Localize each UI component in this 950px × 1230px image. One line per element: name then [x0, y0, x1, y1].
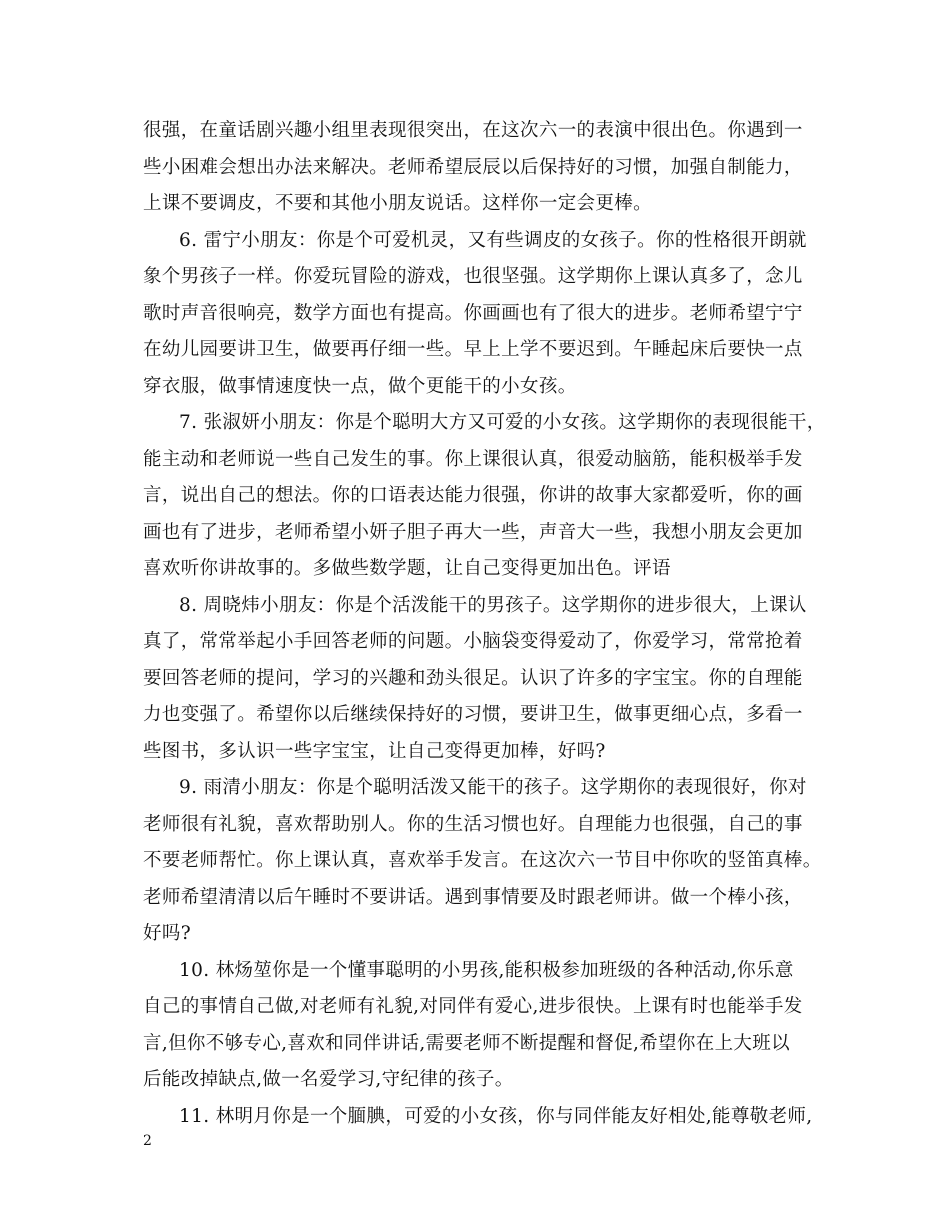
text-line: 力也变强了。希望你以后继续保持好的习惯，要讲卫生，做事更细心点，多看一 [143, 704, 803, 725]
document-body [143, 113, 826, 1135]
text-line: 真了，常常举起小手回答老师的问题。小脑袋变得爱动了，你爱学习，常常抢着 [143, 631, 803, 652]
text-line: 画也有了进步，老师希望小妍子胆子再大一些，声音大一些，我想小朋友会更加 [143, 521, 803, 543]
text-line: 自己的事情自己做,对老师有礼貌,对同伴有爱心,进步很快。上课有时也能举手发 [143, 996, 803, 1017]
text-line: 象个男孩子一样。你爱玩冒险的游戏，也很坚强。这学期你上课认真多了，念儿 [143, 266, 803, 287]
text-line: 6. 雷宁小朋友：你是个可爱机灵，又有些调皮的女孩子。你的性格很开朗就 [179, 229, 807, 251]
text-line: 9. 雨清小朋友：你是个聪明活泼又能干的孩子。这学期你的表现很好，你对 [179, 777, 807, 798]
text-line: 在幼儿园要讲卫生，做要再仔细一些。早上上学不要迟到。午睡起床后要快一点 [143, 339, 803, 360]
text-line: 不要老师帮忙。你上课认真，喜欢举手发言。在这次六一节目中你吹的竖笛真棒。 [143, 850, 822, 871]
text-line: 11. 林明月你是一个腼腆，可爱的小女孩，你与同伴能友好相处,能尊敬老师, [179, 1105, 813, 1127]
text-line: 穿衣服，做事情速度快一点，做个更能干的小女孩。 [143, 375, 577, 397]
text-line: 喜欢听你讲故事的。多做些数学题，让自己变得更加出色。评语 [143, 558, 671, 579]
text-line: 老师很有礼貌，喜欢帮助别人。你的生活习惯也好。自理能力也很强，自己的事 [143, 813, 803, 835]
text-line: 后能改掉缺点,做一名爱学习,守纪律的孩子。 [143, 1069, 514, 1090]
text-line: 8. 周晓炜小朋友：你是个活泼能干的男孩子。这学期你的进步很大，上课认 [179, 594, 807, 616]
text-line: 10. 林炀堃你是一个懂事聪明的小男孩,能积极参加班级的各种活动,你乐意 [179, 959, 794, 981]
text-line: 上课不要调皮，不要和其他小朋友说话。这样你一定会更棒。 [143, 193, 652, 214]
text-line: 老师希望清清以后午睡时不要讲话。遇到事情要及时跟老师讲。做一个棒小孩， [143, 886, 803, 908]
text-line: 些小困难会想出办法来解决。老师希望辰辰以后保持好的习惯，加强自制能力， [143, 156, 803, 178]
text-line: 歌时声音很响亮，数学方面也有提高。你画画也有了很大的进步。老师希望宁宁 [143, 302, 803, 324]
text-line: 7. 张淑妍小朋友：你是个聪明大方又可爱的小女孩。这学期你的表现很能干， [179, 412, 826, 433]
text-line: 要回答老师的提问，学习的兴趣和劲头很足。认识了许多的字宝宝。你的自理能 [143, 667, 803, 689]
page-number: 2 [143, 1133, 152, 1149]
text-line: 言,但你不够专心,喜欢和同伴讲话,需要老师不断提醒和督促,希望你在上大班以 [143, 1032, 790, 1054]
text-line: 能主动和老师说一些自己发生的事。你上课很认真，很爱动脑筋，能积极举手发 [143, 448, 803, 470]
text-line: 很强，在童话剧兴趣小组里表现很突出，在这次六一的表演中很出色。你遇到一 [143, 120, 803, 141]
text-line: 些图书，多认识一些字宝宝，让自己变得更加棒，好吗? [143, 740, 606, 762]
text-line: 好吗? [143, 923, 191, 944]
text-line: 言，说出自己的想法。你的口语表达能力很强，你讲的故事大家都爱听，你的画 [143, 485, 803, 506]
